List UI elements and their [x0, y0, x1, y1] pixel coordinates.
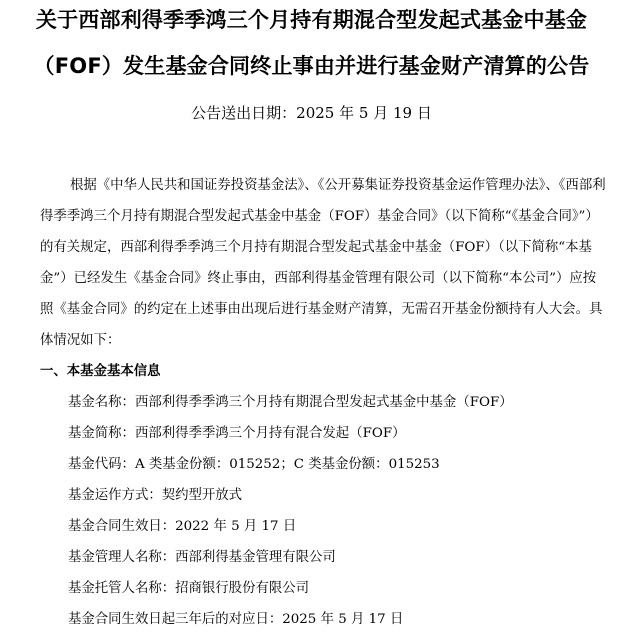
contract-effective-date-item: 基金合同生效日：2022 年 5 月 17 日	[68, 519, 297, 534]
document-title-line-2: （FOF）发生基金合同终止事由并进行基金财产清算的公告	[33, 54, 590, 78]
fund-operation-mode-item: 基金运作方式：契约型开放式	[68, 488, 243, 503]
intro-paragraph-line: 根据《中华人民共和国证券投资基金法》、《公开募集证券投资基金运作管理办法》、《西部利	[70, 178, 606, 193]
intro-paragraph-line: 金”）已经发生《基金合同》终止事由，西部利得基金管理有限公司（以下简称“本公司”）应按	[40, 271, 597, 286]
intro-paragraph-line: 得季季鸿三个月持有期混合型发起式基金中基金（FOF）基金合同》（以下简称“《基金合同》”）	[40, 209, 599, 224]
fund-manager-item: 基金管理人名称：西部利得基金管理有限公司	[68, 550, 336, 565]
fund-code-item: 基金代码：A 类基金份额：015252；C 类基金份额：015253	[68, 457, 440, 472]
section-heading-basic-info: 一、本基金基本信息	[40, 364, 161, 379]
fund-short-name-item: 基金简称：西部利得季季鸿三个月持有混合发起（FOF）	[68, 426, 406, 441]
announcement-date: 公告送出日期：2025 年 5 月 19 日	[191, 104, 432, 122]
intro-paragraph-line: 体情况如下：	[40, 333, 121, 348]
intro-paragraph-line: 的有关规定，西部利得季季鸿三个月持有期混合型发起式基金中基金（FOF）（以下简称“本基	[40, 240, 592, 255]
fund-custodian-item: 基金托管人名称：招商银行股份有限公司	[68, 581, 310, 596]
fund-name-item: 基金名称：西部利得季季鸿三个月持有期混合型发起式基金中基金（FOF）	[68, 395, 513, 410]
intro-paragraph-line: 照《基金合同》的约定在上述事由出现后进行基金财产清算，无需召开基金份额持有人大会。具	[40, 302, 603, 317]
three-year-anniversary-item: 基金合同生效日起三年后的对应日：2025 年 5 月 17 日	[68, 612, 404, 627]
document-title-line-1: 关于西部利得季季鸿三个月持有期混合型发起式基金中基金	[35, 8, 588, 32]
